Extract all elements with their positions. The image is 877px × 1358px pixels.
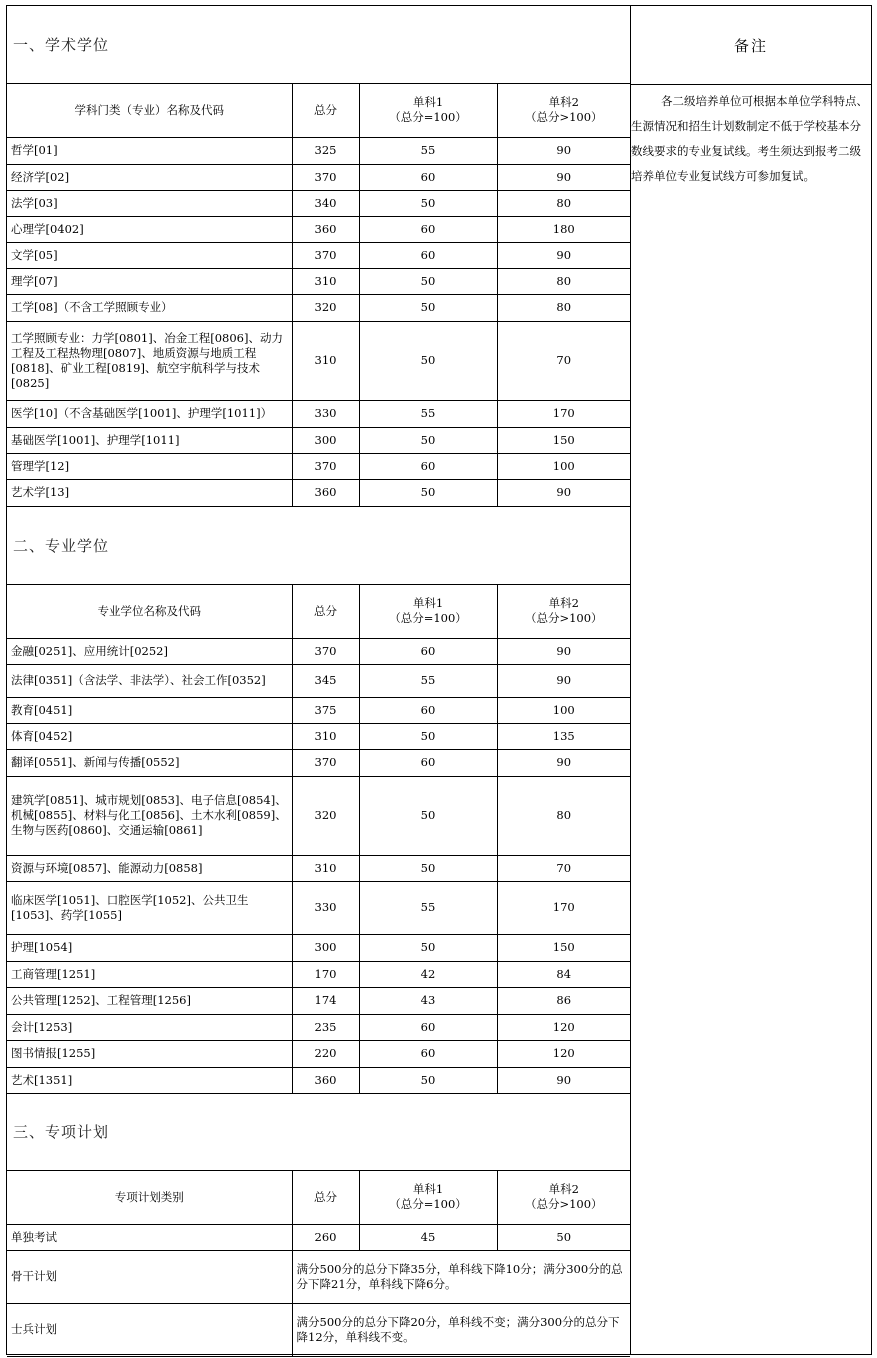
table-row bbox=[7, 776, 630, 855]
row-single2: 135 bbox=[497, 723, 630, 749]
header-single2-sub: （总分>100） bbox=[524, 1197, 603, 1212]
row-single2: 84 bbox=[497, 961, 630, 987]
row-name: 建筑学[0851]、城市规划[0853]、电子信息[0854]、机械[0855]、材料与化工[0856]、土木水利[0859]、生物与医药[0860]、交通运输[0861] bbox=[7, 776, 292, 855]
row-single2: 80 bbox=[497, 268, 630, 294]
row-name: 教育[0451] bbox=[7, 697, 292, 723]
table-row bbox=[7, 723, 630, 749]
row-single2: 80 bbox=[497, 776, 630, 855]
row-single1: 50 bbox=[359, 479, 497, 506]
row-total: 310 bbox=[292, 321, 359, 400]
row-total: 370 bbox=[292, 749, 359, 776]
table-row bbox=[7, 137, 630, 164]
row-single2: 70 bbox=[497, 855, 630, 881]
score-sheet bbox=[6, 5, 872, 1355]
row-total: 260 bbox=[292, 1224, 359, 1250]
row-single1: 50 bbox=[359, 934, 497, 961]
table-row bbox=[7, 1067, 630, 1093]
row-total: 174 bbox=[292, 987, 359, 1014]
row-total: 345 bbox=[292, 664, 359, 697]
header-single1 bbox=[359, 585, 497, 638]
row-single2: 120 bbox=[497, 1014, 630, 1040]
table-row bbox=[7, 1040, 630, 1067]
header-single2-sub: （总分>100） bbox=[524, 110, 603, 125]
row-single2: 90 bbox=[497, 1067, 630, 1093]
row-total: 170 bbox=[292, 961, 359, 987]
row-total: 325 bbox=[292, 137, 359, 164]
row-name: 工商管理[1251] bbox=[7, 961, 292, 987]
row-single1: 60 bbox=[359, 638, 497, 664]
header-single2 bbox=[497, 84, 630, 137]
header-single2-sub: （总分>100） bbox=[524, 611, 603, 626]
row-total: 360 bbox=[292, 479, 359, 506]
row-single2: 170 bbox=[497, 400, 630, 427]
header-name: 学科门类（专业）名称及代码 bbox=[7, 84, 292, 137]
row-single2: 90 bbox=[497, 164, 630, 190]
row-name: 翻译[0551]、新闻与传播[0552] bbox=[7, 749, 292, 776]
table-row bbox=[7, 1250, 630, 1303]
table-row bbox=[7, 242, 630, 268]
table-row bbox=[7, 638, 630, 664]
table-row bbox=[7, 1224, 630, 1250]
row-single1: 60 bbox=[359, 1040, 497, 1067]
row-name: 会计[1253] bbox=[7, 1014, 292, 1040]
row-name: 士兵计划 bbox=[7, 1303, 292, 1356]
row-name: 临床医学[1051]、口腔医学[1052]、公共卫生[1053]、药学[1055] bbox=[7, 881, 292, 934]
row-single1: 50 bbox=[359, 855, 497, 881]
row-name: 艺术学[13] bbox=[7, 479, 292, 506]
header-single1-sub: （总分=100） bbox=[389, 110, 467, 125]
row-name: 文学[05] bbox=[7, 242, 292, 268]
section-title-professional: 二、专业学位 bbox=[7, 507, 630, 585]
row-total: 300 bbox=[292, 934, 359, 961]
header-single1 bbox=[359, 84, 497, 137]
row-total: 340 bbox=[292, 190, 359, 216]
row-name: 基础医学[1001]、护理学[1011] bbox=[7, 427, 292, 453]
row-total: 360 bbox=[292, 1067, 359, 1093]
row-single1: 50 bbox=[359, 294, 497, 321]
row-single1: 50 bbox=[359, 776, 497, 855]
row-total: 370 bbox=[292, 242, 359, 268]
section-title-academic: 一、学术学位 bbox=[7, 6, 630, 84]
row-single1: 60 bbox=[359, 1014, 497, 1040]
row-single2: 70 bbox=[497, 321, 630, 400]
row-name: 骨干计划 bbox=[7, 1250, 292, 1303]
table-row bbox=[7, 749, 630, 776]
row-single2: 90 bbox=[497, 479, 630, 506]
row-single1: 60 bbox=[359, 453, 497, 479]
row-name: 经济学[02] bbox=[7, 164, 292, 190]
row-single1: 50 bbox=[359, 321, 497, 400]
row-single1: 55 bbox=[359, 137, 497, 164]
row-single2: 90 bbox=[497, 749, 630, 776]
table-row bbox=[7, 427, 630, 453]
row-single1: 60 bbox=[359, 749, 497, 776]
row-name: 单独考试 bbox=[7, 1224, 292, 1250]
row-name: 管理学[12] bbox=[7, 453, 292, 479]
row-name: 资源与环境[0857]、能源动力[0858] bbox=[7, 855, 292, 881]
table-row bbox=[7, 961, 630, 987]
remark-text: 各二级培养单位可根据本单位学科特点、生源情况和招生计划数制定不低于学校基本分数线要求的专业复试线。考生须达到报考二级培养单位专业复试线方可参加复试。 bbox=[631, 94, 868, 183]
row-name: 工学[08]（不含工学照顾专业） bbox=[7, 294, 292, 321]
table-row bbox=[7, 400, 630, 427]
row-single1: 55 bbox=[359, 400, 497, 427]
row-name: 金融[0251]、应用统计[0252] bbox=[7, 638, 292, 664]
table-row bbox=[7, 697, 630, 723]
header-row bbox=[7, 1171, 630, 1224]
row-single2: 90 bbox=[497, 137, 630, 164]
row-single1: 60 bbox=[359, 164, 497, 190]
row-single1: 42 bbox=[359, 961, 497, 987]
row-note: 满分500分的总分下降35分，单科线下降10分；满分300分的总分下降21分，单科线下降6分。 bbox=[292, 1250, 630, 1303]
header-single2 bbox=[497, 585, 630, 638]
row-single2: 90 bbox=[497, 638, 630, 664]
row-total: 330 bbox=[292, 881, 359, 934]
header-single2-label: 单科2 bbox=[548, 1182, 579, 1197]
header-single1-sub: （总分=100） bbox=[389, 1197, 467, 1212]
table-row bbox=[7, 321, 630, 400]
row-single1: 50 bbox=[359, 268, 497, 294]
header-single1-label: 单科1 bbox=[412, 95, 444, 110]
header-single2-label: 单科2 bbox=[548, 596, 579, 611]
row-total: 300 bbox=[292, 427, 359, 453]
header-total: 总分 bbox=[292, 84, 359, 137]
table-row bbox=[7, 294, 630, 321]
row-name: 工学照顾专业：力学[0801]、冶金工程[0806]、动力工程及工程热物理[0807]、地质资源与地质工程[0818]、矿业工程[0819]、航空宇航科学与技术[0825] bbox=[7, 321, 292, 400]
row-single1: 55 bbox=[359, 664, 497, 697]
row-single2: 100 bbox=[497, 453, 630, 479]
table-row bbox=[7, 479, 630, 506]
row-single1: 50 bbox=[359, 1067, 497, 1093]
section-title-special: 三、专项计划 bbox=[7, 1093, 630, 1171]
row-single2: 50 bbox=[497, 1224, 630, 1250]
row-single2: 86 bbox=[497, 987, 630, 1014]
row-total: 330 bbox=[292, 400, 359, 427]
table-row bbox=[7, 190, 630, 216]
row-name: 哲学[01] bbox=[7, 137, 292, 164]
table-row bbox=[7, 855, 630, 881]
row-single1: 50 bbox=[359, 723, 497, 749]
table-row bbox=[7, 268, 630, 294]
row-single2: 80 bbox=[497, 294, 630, 321]
row-total: 310 bbox=[292, 723, 359, 749]
row-total: 320 bbox=[292, 294, 359, 321]
row-name: 理学[07] bbox=[7, 268, 292, 294]
row-total: 310 bbox=[292, 268, 359, 294]
row-name: 体育[0452] bbox=[7, 723, 292, 749]
table-row bbox=[7, 216, 630, 242]
remark-title: 备注 bbox=[631, 6, 871, 85]
row-single1: 50 bbox=[359, 427, 497, 453]
row-single1: 55 bbox=[359, 881, 497, 934]
header-single1 bbox=[359, 1171, 497, 1224]
row-single2: 170 bbox=[497, 881, 630, 934]
row-note: 满分500分的总分下降20分，单科线不变；满分300分的总分下降12分，单科线不变。 bbox=[292, 1303, 630, 1356]
header-total: 总分 bbox=[292, 585, 359, 638]
header-name: 专业学位名称及代码 bbox=[7, 585, 292, 638]
row-total: 370 bbox=[292, 638, 359, 664]
row-single1: 45 bbox=[359, 1224, 497, 1250]
row-single2: 120 bbox=[497, 1040, 630, 1067]
row-total: 370 bbox=[292, 164, 359, 190]
row-single2: 100 bbox=[497, 697, 630, 723]
header-single2-label: 单科2 bbox=[548, 95, 579, 110]
row-single2: 80 bbox=[497, 190, 630, 216]
row-single1: 60 bbox=[359, 216, 497, 242]
row-single1: 60 bbox=[359, 697, 497, 723]
row-total: 220 bbox=[292, 1040, 359, 1067]
row-total: 235 bbox=[292, 1014, 359, 1040]
row-name: 公共管理[1252]、工程管理[1256] bbox=[7, 987, 292, 1014]
professional-table bbox=[7, 585, 630, 1094]
main-area bbox=[7, 6, 631, 1354]
header-single1-label: 单科1 bbox=[412, 1182, 444, 1197]
row-name: 心理学[0402] bbox=[7, 216, 292, 242]
header-single1-label: 单科1 bbox=[412, 596, 444, 611]
table-row bbox=[7, 664, 630, 697]
special-table bbox=[7, 1171, 630, 1357]
table-row bbox=[7, 1014, 630, 1040]
header-single2 bbox=[497, 1171, 630, 1224]
header-row bbox=[7, 84, 630, 137]
row-single1: 60 bbox=[359, 242, 497, 268]
table-row bbox=[7, 164, 630, 190]
row-single1: 50 bbox=[359, 190, 497, 216]
row-single2: 150 bbox=[497, 934, 630, 961]
header-single1-sub: （总分=100） bbox=[389, 611, 467, 626]
row-total: 360 bbox=[292, 216, 359, 242]
row-single2: 150 bbox=[497, 427, 630, 453]
header-category: 专项计划类别 bbox=[7, 1171, 292, 1224]
row-single1: 43 bbox=[359, 987, 497, 1014]
table-row bbox=[7, 881, 630, 934]
remark-column bbox=[631, 6, 871, 1354]
row-single2: 90 bbox=[497, 242, 630, 268]
row-name: 艺术[1351] bbox=[7, 1067, 292, 1093]
table-row bbox=[7, 1303, 630, 1356]
row-name: 法学[03] bbox=[7, 190, 292, 216]
row-name: 图书情报[1255] bbox=[7, 1040, 292, 1067]
row-total: 375 bbox=[292, 697, 359, 723]
row-single2: 180 bbox=[497, 216, 630, 242]
row-name: 护理[1054] bbox=[7, 934, 292, 961]
row-total: 370 bbox=[292, 453, 359, 479]
row-name: 医学[10]（不含基础医学[1001]、护理学[1011]） bbox=[7, 400, 292, 427]
row-total: 310 bbox=[292, 855, 359, 881]
row-name: 法律[0351]（含法学、非法学）、社会工作[0352] bbox=[7, 664, 292, 697]
header-row bbox=[7, 585, 630, 638]
header-total: 总分 bbox=[292, 1171, 359, 1224]
academic-table bbox=[7, 84, 630, 507]
row-total: 320 bbox=[292, 776, 359, 855]
table-row bbox=[7, 934, 630, 961]
table-row bbox=[7, 453, 630, 479]
row-single2: 90 bbox=[497, 664, 630, 697]
table-row bbox=[7, 987, 630, 1014]
